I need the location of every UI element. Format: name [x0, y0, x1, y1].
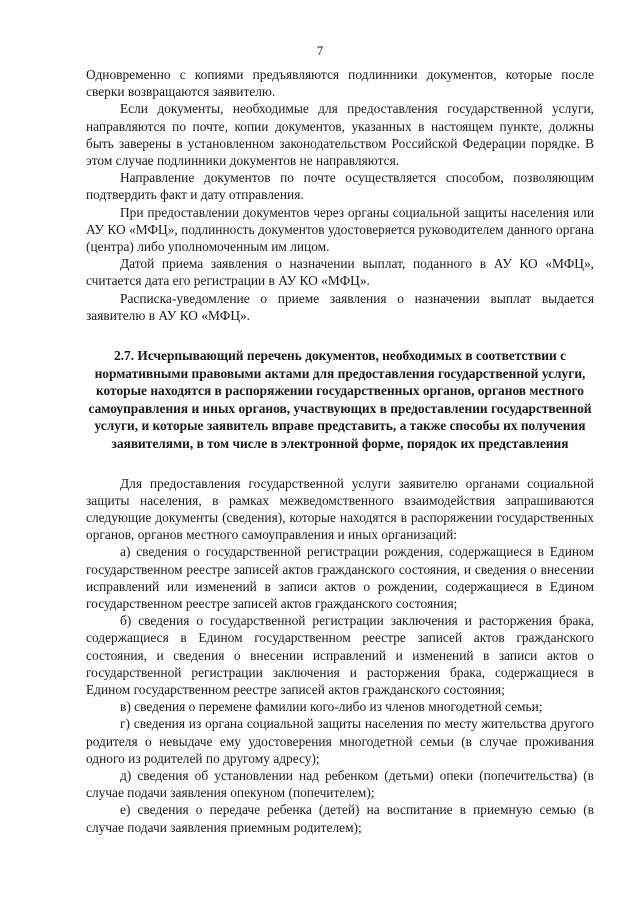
list-item: б) сведения о государственной регистрации заключения и расторжения брака, содержащиеся в Едином государственном реестре записей актов гражданского состояния, и сведения о внесении исправлений и изменений в записи актов о государственной регистрации заключения и расторжения брака, содержащиеся в Едином государственном реестре записей актов гражданского состояния; [86, 613, 594, 698]
section-heading: 2.7. Исчерпывающий перечень документов, необходимых в соответствии с нормативными правовыми актами для предоставления государственной услуги, которые находятся в распоряжении государственных органов, органов местного самоуправления и иных органов, участвующих в предоставлении государственной услуги, и которые заявитель вправе представить, а также способы их получения заявителями, в том числе в электронной форме, порядок их представления [88, 348, 592, 452]
list-item: д) сведения об установлении над ребенком (детьми) опеки (попечительства) (в случае подачи заявления опекуном (попечителем); [86, 768, 594, 801]
paragraph: Датой приема заявления о назначении выплат, поданного в АУ КО «МФЦ», считается дата его регистрации в АУ КО «МФЦ». [86, 256, 594, 289]
section-intro: Для предоставления государственной услуги заявителю органами социальной защиты населения, в рамках межведомственного взаимодействия запрашиваются следующие документы (сведения), которые находятся в распоряжении государственных органов, органов местного самоуправления и иных организаций: [86, 475, 594, 543]
list-item: е) сведения о передаче ребенка (детей) на воспитание в приемную семью (в случае подачи заявления приемным родителем); [86, 802, 594, 835]
page-number: 7 [316, 43, 324, 58]
list-item: г) сведения из органа социальной защиты населения по месту жительства другого родителя о невыдаче ему удостоверения многодетной семьи (в случае проживания одного из родителей по другому адресу); [86, 716, 594, 766]
paragraph: Направление документов по почте осуществляется способом, позволяющим подтвердить факт и дату отправления. [86, 170, 594, 203]
paragraph: Если документы, необходимые для предоставления государственной услуги, направляются по почте, копии документов, указанных в настоящем пункте, должны быть заверены в установленном законодательством Российской Федерации порядке. В этом случае подлинники документов не направляются. [86, 101, 594, 169]
paragraph: Одновременно с копиями предъявляются подлинники документов, которые после сверки возвращаются заявителю. [86, 67, 594, 100]
list-item: в) сведения о перемене фамилии кого-либо из членов многодетной семьи; [120, 699, 543, 715]
paragraph: При предоставлении документов через органы социальной защиты населения или АУ КО «МФЦ», подлинность документов удостоверяется руководителем данного органа (центра) либо уполномоченным им лицом. [86, 204, 594, 255]
document-body [86, 66, 594, 836]
list-item: а) сведения о государственной регистрации рождения, содержащиеся в Едином государственном реестре записей актов гражданского состояния, и сведения о внесении исправлений или изменений в записи актов о рождении, содержащиеся в Едином государственном реестре записей актов гражданского состояния; [86, 544, 594, 612]
paragraph: Расписка-уведомление о приеме заявления о назначении выплат выдается заявителю в АУ КО «МФЦ». [86, 290, 594, 323]
